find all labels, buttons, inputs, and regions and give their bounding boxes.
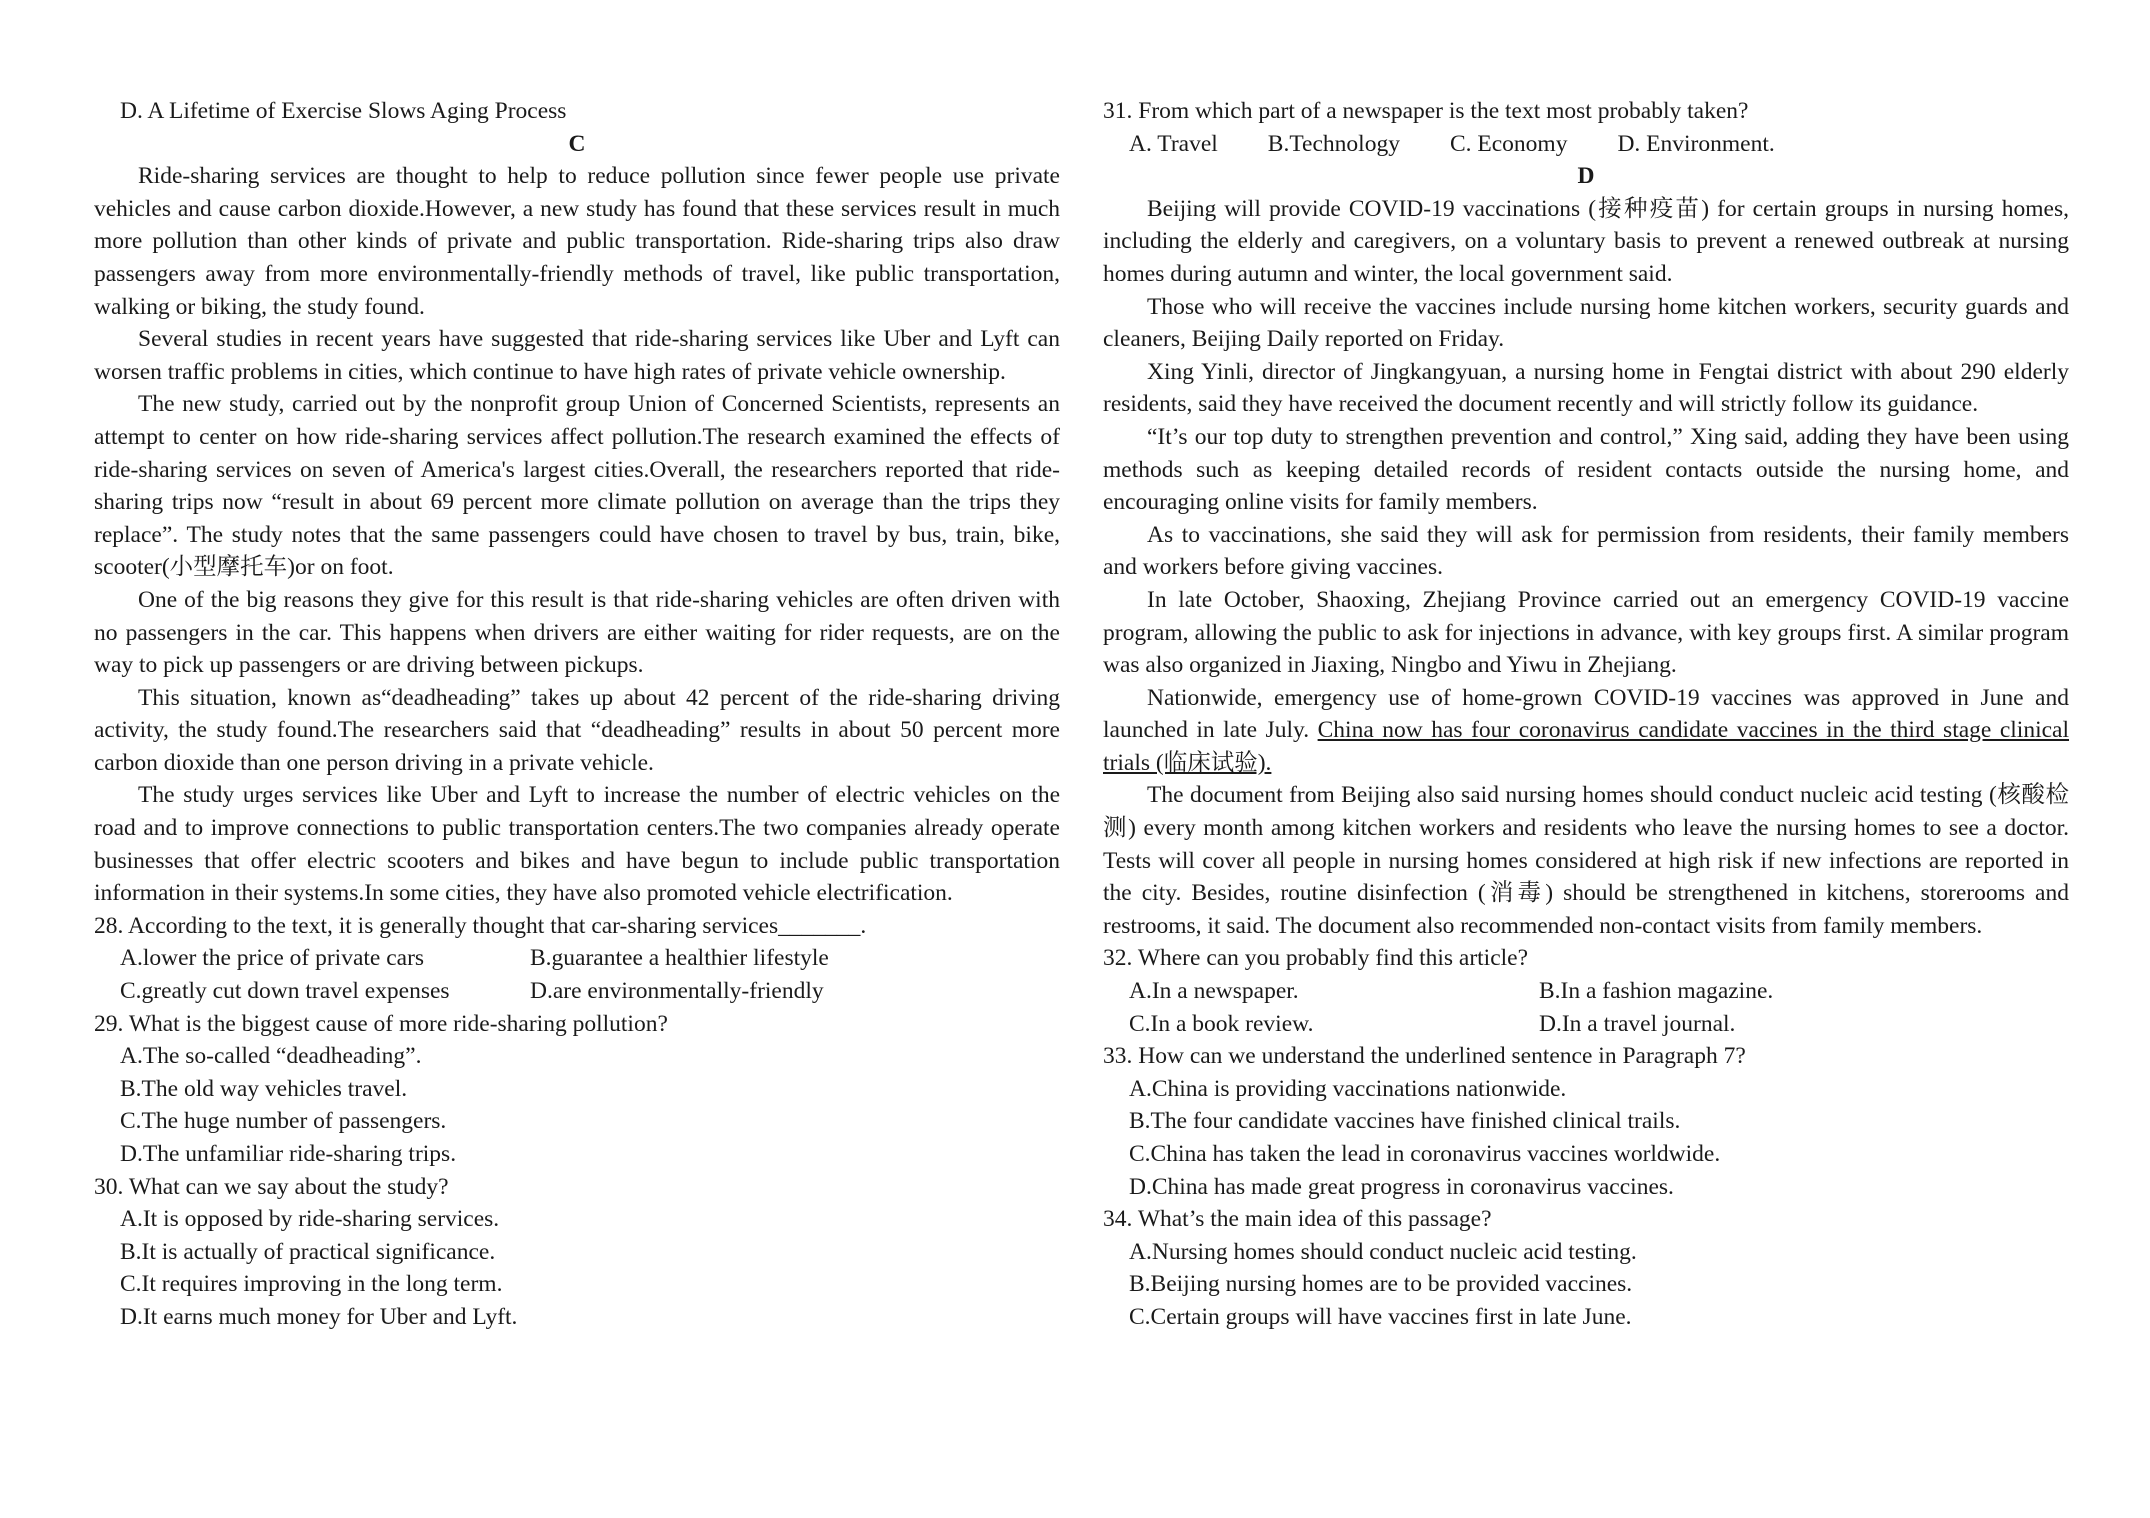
passage-c-paragraph: This situation, known as“deadheading” takes up about 42 percent of the ride-sharing driving activity, the study found.The researchers said that “deadheading” results in about 50 percent more carbon dioxide than one person driving in a private vehicle.: [94, 684, 1060, 776]
question-32-option-a: A.In a newspaper.: [1129, 978, 1299, 1005]
left-column: [94, 95, 1060, 1334]
question-28: [94, 910, 1060, 1008]
question-29-option-b: B.The old way vehicles travel.: [120, 1075, 408, 1102]
question-34-option-b: B.Beijing nursing homes are to be provided vaccines.: [1129, 1271, 1633, 1298]
question-28-option-a: A.lower the price of private cars: [120, 945, 425, 972]
question-30-option-d: D.It earns much money for Uber and Lyft.: [120, 1303, 518, 1330]
question-28-option-b: B.guarantee a healthier lifestyle: [530, 945, 829, 972]
question-30-stem: 30. What can we say about the study?: [94, 1173, 449, 1200]
passage-d-paragraph: “It’s our top duty to strengthen prevention and control,” Xing said, adding they have been using methods such as keeping detailed records of resident contacts outside the nursing home, and encouraging online visits for family members.: [1103, 423, 2069, 516]
question-32-option-c: C.In a book review.: [1129, 1010, 1314, 1037]
passage-d-paragraph: The document from Beijing also said nursing homes should conduct nucleic acid testing (核酸检测) every month among kitchen workers and residents who leave the nursing homes to see a doctor. Tests will cover all people in nursing homes considered at high risk if new infections are reported in the city. Besides, routine disinfection (消毒) should be strengthened in kitchens, storerooms and restrooms, it said. The document also recommended non-contact visits from family members.: [1103, 782, 2069, 939]
passage-c-paragraph: The study urges services like Uber and Lyft to increase the number of electric vehicles on the road and to improve connections to public transportation centers.The two companies already operate businesses that offer electric scooters and bikes and have begun to include public transportation information in their systems.In some cities, they have also promoted vehicle electrification.: [94, 782, 1060, 907]
passage-d-paragraph: Those who will receive the vaccines include nursing home kitchen workers, security guards and cleaners, Beijing Daily reported on Friday.: [1103, 293, 2069, 353]
question-34-stem: 34. What’s the main idea of this passage?: [1103, 1206, 1492, 1233]
question-34-option-c: C.Certain groups will have vaccines first in late June.: [1129, 1303, 1632, 1330]
question-33-option-d: D.China has made great progress in coronavirus vaccines.: [1129, 1173, 1674, 1200]
question-30-option-c: C.It requires improving in the long term.: [120, 1271, 503, 1298]
question-28-option-c: C.greatly cut down travel expenses: [120, 978, 450, 1005]
question-31-stem: 31. From which part of a newspaper is the text most probably taken?: [1103, 98, 1749, 124]
passage-d-paragraph: In late October, Shaoxing, Zhejiang Province carried out an emergency COVID-19 vaccine program, allowing the public to ask for injections in advance, with key groups first. A similar program was also organized in Jiaxing, Ningbo and Yiwu in Zhejiang.: [1103, 586, 2069, 679]
question-32-stem: 32. Where can you probably find this article?: [1103, 945, 1529, 972]
question-29-option-a: A.The so-called “deadheading”.: [120, 1043, 422, 1070]
question-31-option-c: C. Economy: [1449, 130, 1568, 157]
question-32-option-d: D.In a travel journal.: [1539, 1010, 1736, 1037]
question-33-option-a: A.China is providing vaccinations nationwide.: [1129, 1075, 1567, 1102]
section-d-title: D: [1577, 163, 1595, 190]
question-30-option-b: B.It is actually of practical significance.: [120, 1238, 496, 1265]
question-34-option-a: A.Nursing homes should conduct nucleic acid testing.: [1129, 1238, 1637, 1265]
right-column: [1103, 95, 2069, 1334]
question-31-option-d: D. Environment.: [1617, 130, 1775, 157]
question-33-option-c: C.China has taken the lead in coronavirus vaccines worldwide.: [1129, 1141, 1721, 1167]
paragraph-7-start: Nationwide, emergency use of home-grown COVID-19 vaccines was approved in June and launched in late July.: [1103, 684, 2069, 744]
question-31-option-a: A. Travel: [1129, 130, 1218, 157]
passage-c-paragraph: Ride-sharing services are thought to help to reduce pollution since fewer people use private vehicles and cause carbon dioxide.However, a new study has found that these services result in much more pollution than other kinds of private and public transportation. Ride-sharing trips also draw passengers away from more environmentally-friendly methods of travel, like public transportation, walking or biking, the study found.: [94, 163, 1060, 320]
question-33-stem: 33. How can we understand the underlined sentence in Paragraph 7?: [1103, 1043, 1746, 1070]
question-32: [1103, 942, 2069, 1040]
question-34: [1103, 1203, 2069, 1333]
question-29-stem: 29. What is the biggest cause of more ride-sharing pollution?: [94, 1010, 668, 1037]
previous-option-d: D. A Lifetime of Exercise Slows Aging Process: [120, 98, 567, 124]
passage-c-paragraph: The new study, carried out by the nonprofit group Union of Concerned Scientists, represents an attempt to center on how ride-sharing services affect pollution.The research examined the effects of ride-sharing services on seven of America's largest cities.Overall, the researchers reported that ride-sharing trips now “result in about 69 percent more climate pollution on average than the trips they replace”. The study notes that the same passengers could have chosen to travel by bus, train, bike, scooter(小型摩托车)or on foot.: [94, 391, 1060, 581]
passage-d-paragraph: Xing Yinli, director of Jingkangyuan, a nursing home in Fengtai district with about 290 elderly residents, said they have received the document recently and will strictly follow its guidance.: [1103, 358, 2069, 418]
underlined-sentence: China now has four coronavirus candidate vaccines in the third stage clinical trials (临床试验).: [1103, 717, 2070, 776]
question-29-option-c: C.The huge number of passengers.: [120, 1108, 447, 1135]
passage-c-paragraph: One of the big reasons they give for this result is that ride-sharing vehicles are often driven with no passengers in the car. This happens when drivers are either waiting for rider requests, are on the way to pick up passengers or are driving between pickups.: [94, 586, 1060, 679]
passage-c-paragraph: Several studies in recent years have suggested that ride-sharing services like Uber and Lyft can worsen traffic problems in cities, which continue to have high rates of private vehicle ownership.: [94, 326, 1060, 385]
question-28-stem: 28. According to the text, it is generally thought that car-sharing services_______.: [94, 912, 867, 939]
question-31-option-b: B.Technology: [1267, 130, 1400, 157]
question-29: [94, 1008, 1060, 1171]
section-c-title: C: [568, 130, 586, 157]
question-32-option-b: B.In a fashion magazine.: [1539, 978, 1774, 1005]
passage-d-paragraph: Beijing will provide COVID-19 vaccinations (接种疫苗) for certain groups in nursing homes, including the elderly and caregivers, on a voluntary basis to prevent a renewed outbreak at nursing homes during autumn and winter, the local government said.: [1103, 195, 2069, 287]
question-30: [94, 1171, 1060, 1334]
question-30-option-a: A.It is opposed by ride-sharing services.: [120, 1206, 500, 1233]
question-31: [1103, 95, 2069, 160]
question-33: [1103, 1040, 2069, 1203]
passage-d-paragraph: As to vaccinations, she said they will ask for permission from residents, their family members and workers before giving vaccines.: [1103, 521, 2069, 581]
passage-d-paragraph-7: [1103, 682, 2069, 780]
question-33-option-b: B.The four candidate vaccines have finished clinical trails.: [1129, 1108, 1681, 1135]
question-28-option-d: D.are environmentally-friendly: [530, 978, 824, 1005]
question-29-option-d: D.The unfamiliar ride-sharing trips.: [120, 1141, 457, 1167]
